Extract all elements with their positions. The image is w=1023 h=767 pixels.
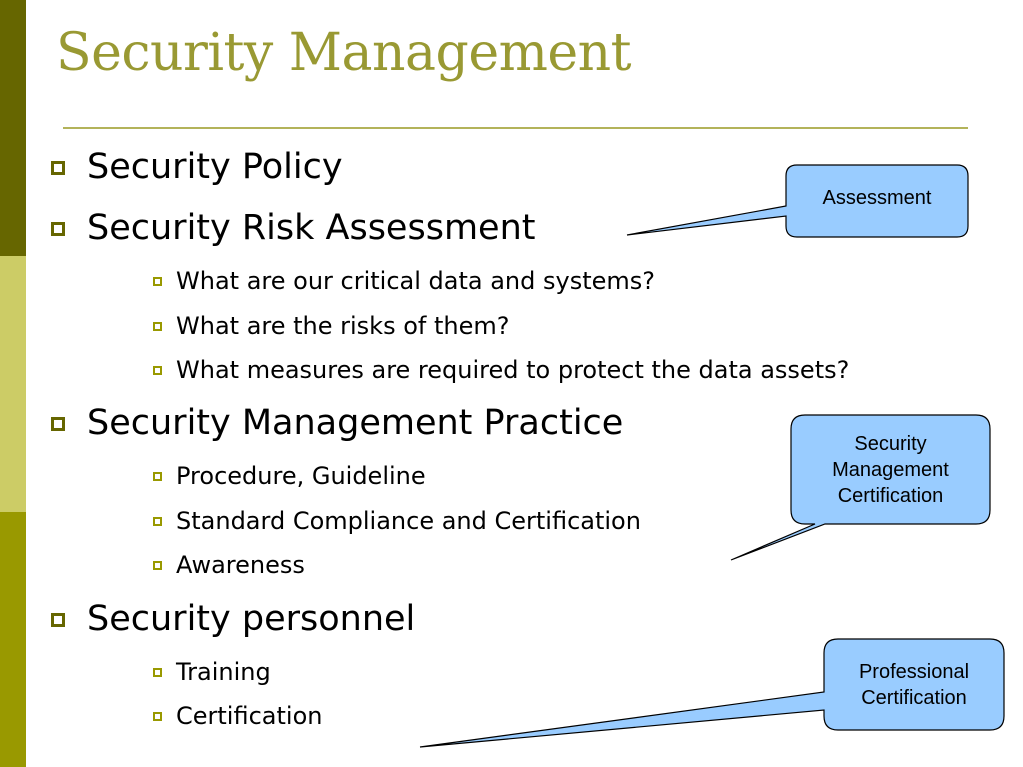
callout-line: Certification — [837, 485, 944, 507]
callout-management-certification — [791, 431, 990, 509]
slide-title: Security Management — [56, 23, 632, 83]
bullet-text: Security Management Practice — [87, 403, 624, 443]
callout-line: Security — [854, 433, 927, 455]
callout-line: Management — [832, 459, 949, 481]
bullet-text: Security Risk Assessment — [87, 208, 536, 248]
callout-assessment — [786, 185, 968, 211]
sub-bullet-text: Training — [176, 658, 271, 686]
sub-bullet-text: Certification — [176, 702, 323, 730]
callout-professional-certification — [824, 659, 1004, 711]
bullet-text: Security personnel — [87, 599, 416, 639]
callout-line: Professional — [858, 661, 970, 683]
sub-bullet-text: Procedure, Guideline — [176, 462, 426, 490]
callout-line: Certification — [861, 687, 967, 709]
sub-bullet-text: What measures are required to protect the data assets? — [176, 356, 850, 384]
sub-bullet-text: What are our critical data and systems? — [176, 267, 656, 295]
sub-bullet-text: Standard Compliance and Certification — [176, 507, 641, 535]
sub-bullet-text: Awareness — [176, 551, 305, 579]
bullet-text: Security Policy — [87, 147, 343, 187]
callout-line: Assessment — [822, 187, 932, 209]
sub-bullet-text: What are the risks of them? — [176, 312, 510, 340]
